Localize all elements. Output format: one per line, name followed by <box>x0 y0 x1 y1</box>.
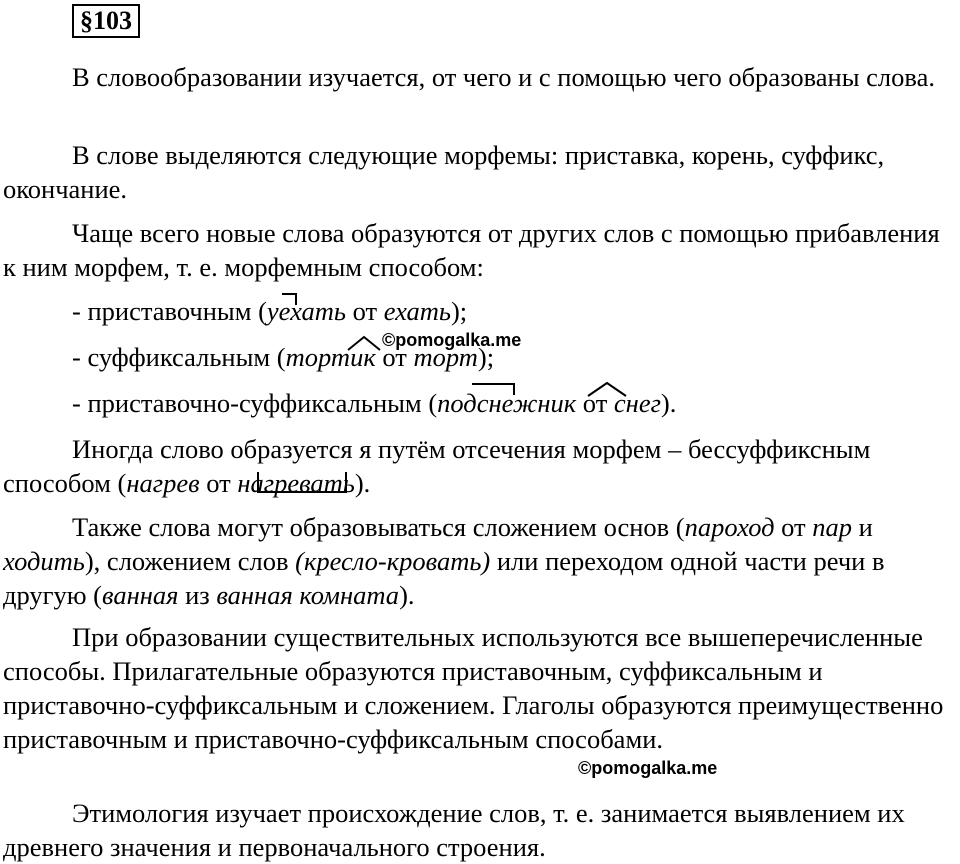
list-item-prefix-suffix: - приставочно-суффиксальным (подснежник от снег). <box>72 388 677 418</box>
example-word: тортик <box>285 342 376 372</box>
section-number: §103 <box>72 4 140 38</box>
list-item-suffix: - суффиксальным (тортик от торт); <box>72 342 495 372</box>
paragraph-6: При образовании существительных используются все вышеперечисленные способы. Прилагательные образуются приставочным, суффиксальным и приставочно-суффиксальным и сложением. Глаголы образуются преимущественно приставочным и приставочно-суффиксальным способами. <box>3 622 944 754</box>
source-word: снег <box>613 388 661 418</box>
source-word: ехать <box>383 296 451 326</box>
list-item-prefix: - приставочным (уехать от ехать); <box>72 296 468 326</box>
watermark: ©pomogalka.me <box>578 758 718 778</box>
paragraph-5: Также слова могут образовываться сложением основ (пароход от пар и ходить), сложением слов (кресло-кровать) или переходом одной части речи в другую (ванная из ванная комната). <box>3 512 885 610</box>
source-word: торт <box>413 342 478 372</box>
paragraph-4: Иногда слово образуется я путём отсечения морфем – бессуффиксным способом (нагрев от нагревать). <box>3 434 871 498</box>
example-word: уехать <box>266 296 346 326</box>
watermark: ©pomogalka.me <box>382 330 522 350</box>
paragraph-1: В словообразовании изучается, от чего и с помощью чего образованы слова. <box>72 62 935 92</box>
example-word: подснежник <box>437 388 577 418</box>
paragraph-3: Чаще всего новые слова образуются от других слов с помощью прибавления к ним морфем, т. е. морфемным способом: <box>3 218 940 282</box>
paragraph-2: В слове выделяются следующие морфемы: приставка, корень, суффикс, окончание. <box>3 140 885 204</box>
paragraph-7: Этимология изучает происхождение слов, т. е. занимается выявлением их древнего значения и первоначального строения. <box>3 798 905 862</box>
